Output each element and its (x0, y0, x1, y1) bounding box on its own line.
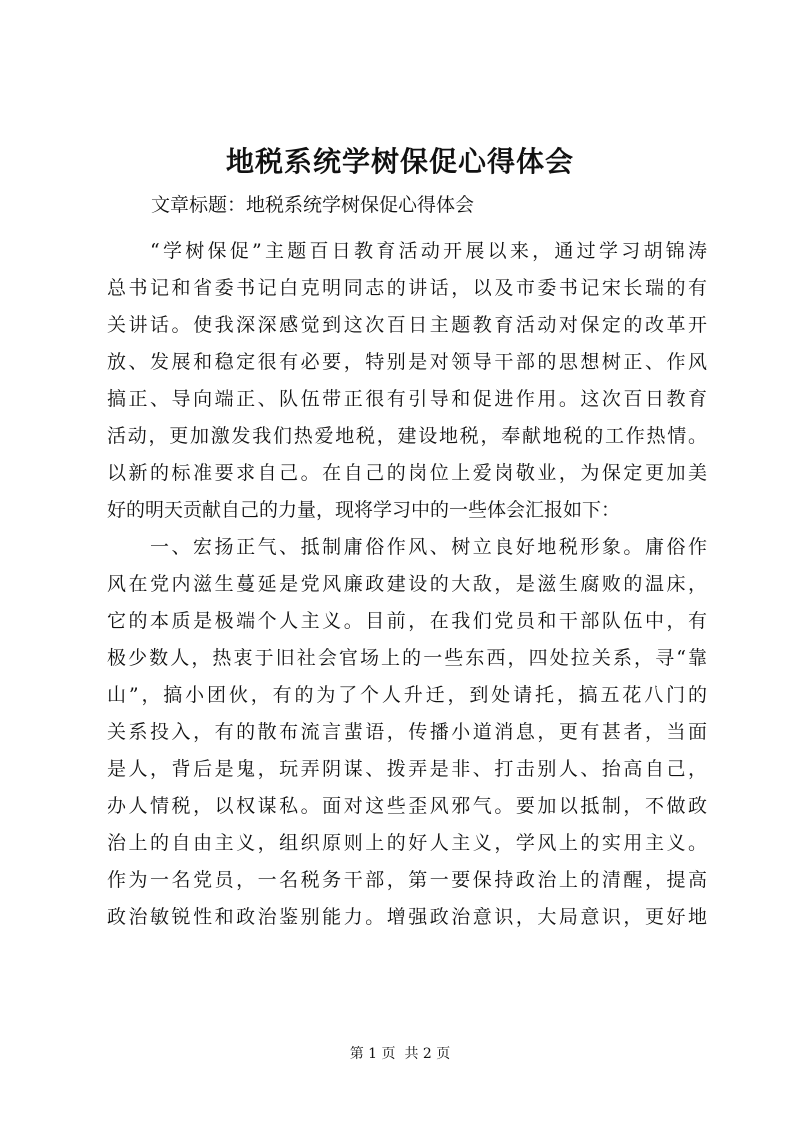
text-line: 它的本质是极端个人主义。目前，在我们党员和干部队伍中，有 (107, 610, 707, 632)
text-line: 治上的自由主义，组织原则上的好人主义，学风上的实用主义。 (107, 832, 707, 854)
document-body (107, 233, 707, 936)
text-line: 关讲话。使我深深感觉到这次百日主题教育活动对保定的改革开 (107, 314, 707, 336)
text-line: 放、发展和稳定很有必要，特别是对领导干部的思想树正、作风 (107, 351, 707, 373)
text-line: 极少数人，热衷于旧社会官场上的一些东西，四处拉关系，寻“靠 (107, 647, 707, 669)
text-line: 办人情税，以权谋私。面对这些歪风邪气。要加以抵制，不做政 (107, 795, 707, 817)
page-number-footer: 第 1 页 共 2 页 (349, 1046, 451, 1062)
paragraph-intro (107, 233, 707, 529)
text-line: 总书记和省委书记白克明同志的讲话，以及市委书记宋长瑞的有 (107, 277, 707, 299)
text-line: 是人，背后是鬼，玩弄阴谋、拨弄是非、打击别人、抬高自己， (107, 758, 707, 780)
text-line: 作为一名党员，一名税务干部，第一要保持政治上的清醒，提高 (107, 869, 707, 891)
text-line: 一、宏扬正气、抵制庸俗作风、树立良好地税形象。庸俗作 (150, 536, 707, 558)
text-line: “学树保促”主题百日教育活动开展以来，通过学习胡锦涛 (150, 240, 707, 262)
article-subtitle: 文章标题：地税系统学树保促心得体会 (151, 194, 475, 216)
text-line: 好的明天贡献自己的力量，现将学习中的一些体会汇报如下： (107, 499, 621, 521)
document-title: 地税系统学树保促心得体会 (225, 145, 574, 178)
text-line: 活动，更加激发我们热爱地税，建设地税，奉献地税的工作热情。 (107, 425, 707, 447)
text-line: 以新的标准要求自己。在自己的岗位上爱岗敬业，为保定更加美 (107, 462, 707, 484)
paragraph-section-one (107, 529, 707, 936)
text-line: 搞正、导向端正、队伍带正很有引导和促进作用。这次百日教育 (107, 388, 707, 410)
text-line: 关系投入，有的散布流言蜚语，传播小道消息，更有甚者，当面 (107, 721, 707, 743)
text-line: 山”，搞小团伙，有的为了个人升迁，到处请托，搞五花八门的 (107, 684, 707, 706)
text-line: 风在党内滋生蔓延是党风廉政建设的大敌，是滋生腐败的温床， (107, 573, 707, 595)
text-line: 政治敏锐性和政治鉴别能力。增强政治意识，大局意识，更好地 (107, 906, 707, 928)
